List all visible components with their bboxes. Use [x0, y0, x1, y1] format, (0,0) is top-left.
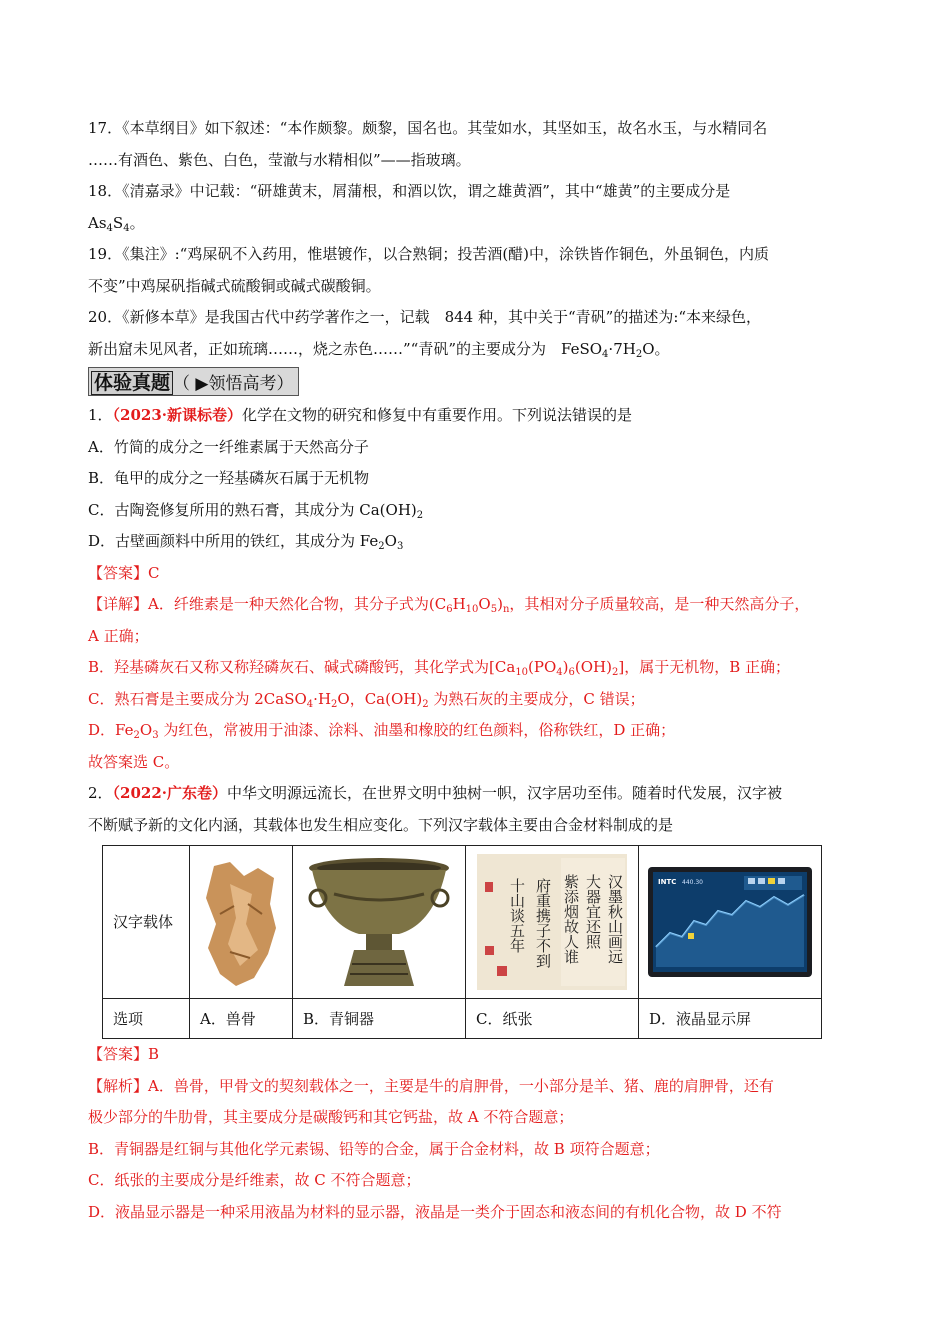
question-2-analysis-d: D．液晶显示器是一种采用液晶为材料的显示器，液晶是一类介于固态和液态间的有机化合物，故 D 不符	[88, 1202, 782, 1221]
question-1-option-d: D．古壁画颜料中所用的铁红，其成分为 $Fe_2O_3$	[88, 532, 404, 552]
question-2-cont: 不断赋予新的文化内涵，其载体也发生相应变化。下列汉字载体主要由合金材料制成的是	[88, 815, 674, 834]
lcd-ticker: INTC	[658, 878, 677, 886]
question-18: 18．《清嘉录》中记载：“研雄黄末，屑蒲根，和酒以饮，谓之雄黄酒”，其中“雄黄”的主要成分是	[88, 182, 731, 200]
document-page	[88, 113, 868, 1228]
calligraphy-col4: 府重携子不到	[534, 878, 552, 968]
question-1-explain-b: B．羟基磷灰石又称又称羟磷灰石、碱式磷酸钙，其化学式为$[Ca_{10}(PO_4)_6(OH)_2]$，属于无机物，B 正确；	[88, 658, 791, 678]
table-row	[103, 999, 822, 1039]
table-cell-option-a: A．兽骨	[190, 999, 293, 1039]
table-row	[103, 846, 822, 999]
question-20: 20．《新修本草》是我国古代中药学著作之一，记载 844 种，其中关于“青矾”的描述为:“本来绿色，	[88, 308, 762, 326]
bone-image	[190, 846, 293, 999]
table-cell-option-d: D．液晶显示屏	[639, 999, 822, 1039]
calligraphy-col3: 紫添烟故人谁	[562, 874, 580, 964]
question-19-cont: 不变”中鸡屎矾指碱式硫酸铜或碱式碳酸铜。	[88, 276, 381, 295]
calligraphy-col2: 大器宜还照	[584, 874, 602, 949]
table-cell-option-c: C．纸张	[466, 999, 639, 1039]
question-2-analysis-c: C．纸张的主要成分是纤维素，故 C 不符合题意；	[88, 1171, 421, 1189]
question-1: 1．（2023·新课标卷）化学在文物的研究和修复中有重要作用。下列说法错误的是	[88, 406, 633, 424]
question-2-answer: 【答案】B	[88, 1045, 160, 1063]
table-header-carrier: 汉字载体	[103, 846, 190, 999]
carrier-table	[102, 845, 822, 1039]
question-1-explain-c: C．熟石膏是主要成分为 $2CaSO_4\cdot H_2O$，$Ca(OH)_2$ 为熟石灰的主要成分，C 错误；	[88, 689, 645, 710]
question-1-explain-a: 【详解】A．纤维素是一种天然化合物，其分子式为$(C_6H_{10}O_5)_n$，其相对分子质量较高，是一种天然高分子，	[88, 595, 810, 615]
question-2-analysis-a: 【解析】A．兽骨，甲骨文的契刻载体之一，主要是牛的肩胛骨，一小部分是羊、猪、鹿的肩胛骨，还有	[88, 1076, 774, 1095]
question-1-explain-a-cont: A 正确；	[88, 626, 149, 645]
bronze-vessel-image	[293, 846, 466, 999]
question-19: 19．《集注》:“鸡屎矾不入药用，惟堪镀作，以合熟铜；投苦酒(醋)中，涂铁皆作铜色，外虽铜色，内质	[88, 245, 770, 263]
lcd-price: 440.30	[682, 879, 703, 886]
question-1-option-a: A．竹简的成分之一纤维素属于天然高分子	[88, 437, 369, 456]
section-heading	[88, 367, 299, 396]
section-title: 体验真题	[91, 371, 173, 395]
question-2-analysis-b: B．青铜器是红铜与其他化学元素锡、铅等的合金，属于合金材料，故 B 项符合题意；	[88, 1139, 660, 1158]
question-2-source: （2022·广东卷）	[112, 784, 228, 802]
lcd-screen-image	[639, 846, 822, 999]
question-1-explain-d: D．$Fe_2O_3$ 为红色，常被用于油漆、涂料、油墨和橡胶的红色颜料，俗称铁红，D 正确；	[88, 721, 676, 741]
question-2-analysis-a-cont: 极少部分的牛肋骨，其主要成分是碳酸钙和其它钙盐，故 A 不符合题意；	[88, 1108, 574, 1126]
question-1-answer: 【答案】C	[88, 563, 160, 582]
table-cell-option-b: B．青铜器	[293, 999, 466, 1039]
question-1-option-c: C．古陶瓷修复所用的熟石膏，其成分为 $Ca(OH)_2$	[88, 500, 424, 521]
question-2: 2．（2022·广东卷）中华文明源远流长，在世界文明中独树一帜，汉字居功至伟。随着时代发展，汉字被	[88, 784, 783, 802]
question-17: 17．《本草纲目》如下叙述：“本作颇黎。颇黎，国名也。其莹如水，其坚如玉，故名水玉，与水精同名	[88, 119, 768, 137]
calligraphy-col1: 汉墨秋山画远	[606, 874, 624, 964]
question-1-conclusion: 故答案选 C。	[88, 752, 180, 771]
question-1-option-b: B．龟甲的成分之一羟基磷灰石属于无机物	[88, 469, 370, 487]
question-20-cont: 新出窟未见风者，正如琉璃……，烧之赤色……”“青矾”的主要成分为 $FeSO_4\cdot 7H_2O$。	[88, 339, 670, 360]
question-1-source: （2023·新课标卷）	[112, 406, 243, 424]
question-18-cont: $As_4S_4$。	[88, 213, 145, 234]
section-subtitle: （ ▶领悟高考）	[173, 374, 294, 394]
table-header-option: 选项	[103, 999, 190, 1039]
calligraphy-col5: 十山谈五年	[508, 878, 526, 953]
question-17-cont: ……有酒色、紫色、白色，莹澈与水精相似”——指玻璃。	[88, 150, 471, 169]
paper-calligraphy-image	[466, 846, 639, 999]
